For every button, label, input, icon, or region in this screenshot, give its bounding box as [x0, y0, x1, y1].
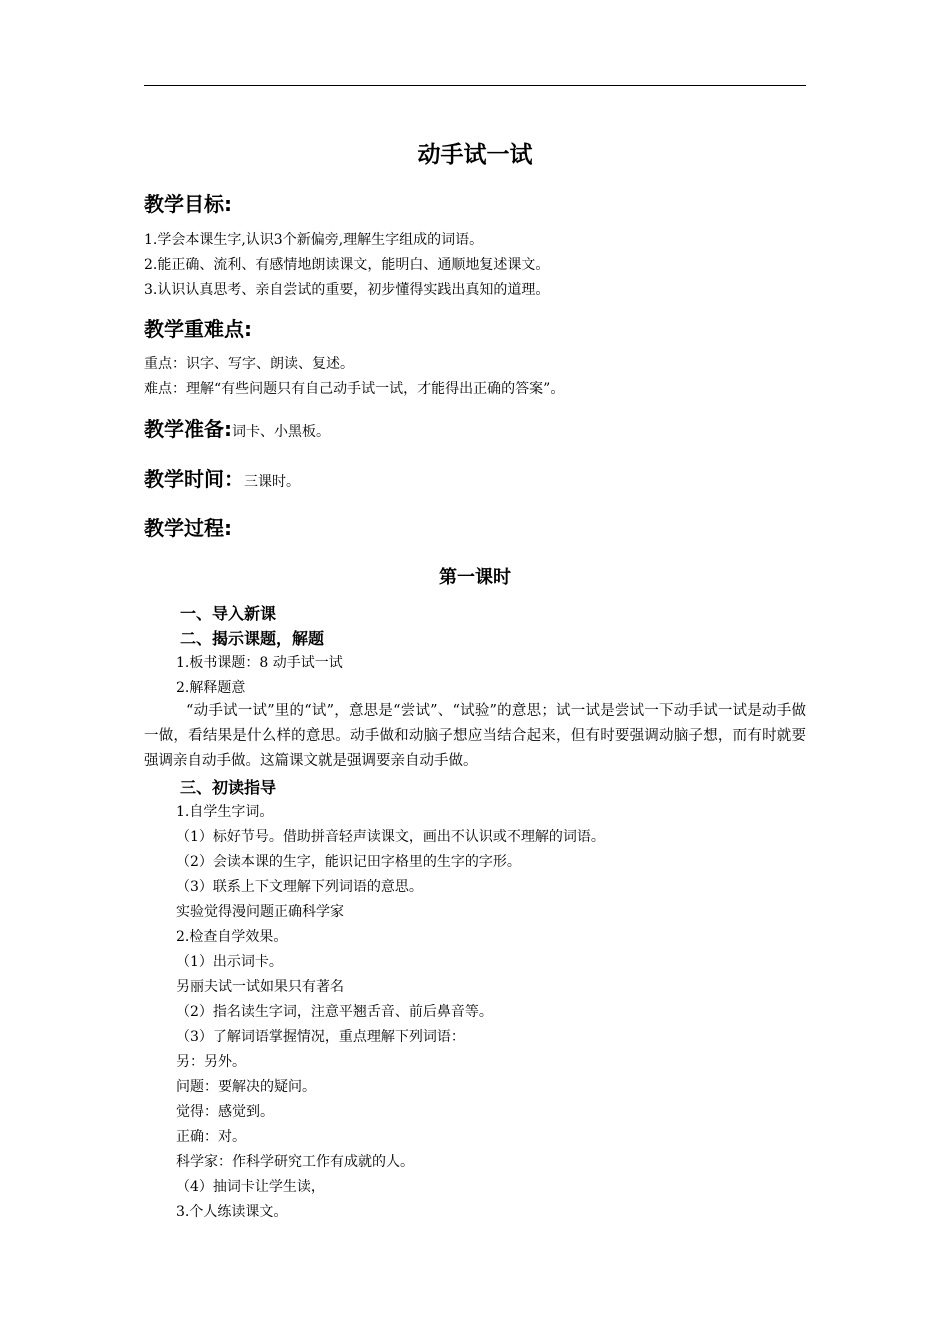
objectives-heading: 教学目标:	[144, 192, 232, 216]
preparation-line	[144, 413, 330, 442]
section-3-item: （2）会读本课的生字，能识记田字格里的生字的字形。	[176, 854, 521, 870]
section-2-item-2: 2.解释题意	[176, 680, 246, 696]
section-3-item: （2）指名读生字词，注意平翘舌音、前后鼻音等。	[176, 1004, 493, 1020]
time-text: 三课时。	[244, 474, 300, 490]
preparation-heading: 教学准备:	[144, 417, 232, 441]
section-3-item: 科学家：作科学研究工作有成就的人。	[176, 1154, 414, 1170]
section-3-item: 2.检查自学效果。	[176, 929, 288, 945]
section-2-heading: 二、揭示课题，解题	[180, 629, 325, 648]
section-3-item: 另：另外。	[176, 1054, 246, 1070]
section-2-paragraph: “动手试一试”里的“试”，意思是“尝试”、“试验”的意思；试一试是尝试一下动手试一试是动手做一做，看结果是什么样的意思。动手做和动脑子想应当结合起来，但有时要强调动脑子想，而有时就要强调亲自动手做。这篇课文就是强调要亲自动手做。	[144, 703, 806, 769]
header-rule	[144, 85, 806, 86]
objective-item-1: 1.学会本课生字,认识3个新偏旁,理解生字组成的词语。	[144, 232, 484, 248]
key-point-item-1: 重点：识字、写字、朗读、复述。	[144, 356, 354, 372]
section-3-item: （3）了解词语掌握情况，重点理解下列词语：	[176, 1029, 465, 1045]
preparation-text: 词卡、小黑板。	[232, 424, 330, 440]
section-1-heading: 一、导入新课	[180, 604, 277, 623]
key-points-heading: 教学重难点:	[144, 317, 252, 341]
section-3-heading: 三、初读指导	[180, 778, 277, 797]
section-3-item: 另丽夫试一试如果只有著名	[176, 979, 344, 995]
key-point-item-2: 难点：理解“有些问题只有自己动手试一试，才能得出正确的答案”。	[144, 381, 565, 397]
objective-item-3: 3.认识认真思考、亲自尝试的重要，初步懂得实践出真知的道理。	[144, 282, 550, 298]
document-title: 动手试一试	[417, 142, 533, 168]
section-3-item: （4）抽词卡让学生读，	[176, 1179, 325, 1195]
section-3-item: （1）出示词卡。	[176, 954, 283, 970]
section-3-item: （3）联系上下文理解下列词语的意思。	[176, 879, 423, 895]
section-3-item: 3.个人练读课文。	[176, 1204, 288, 1220]
section-3-item: 实验觉得漫问题正确科学家	[176, 904, 344, 920]
section-3-item: 问题：要解决的疑问。	[176, 1079, 316, 1095]
section-3-item: 觉得：感觉到。	[176, 1104, 274, 1120]
time-heading: 教学时间：	[144, 467, 244, 491]
section-3-item: 正确：对。	[176, 1129, 246, 1145]
section-3-item: （1）标好节号。借助拼音轻声读课文，画出不认识或不理解的词语。	[176, 829, 605, 845]
section-2-item-1: 1.板书课题：8 动手试一试	[176, 655, 343, 671]
section-3-item: 1.自学生字词。	[176, 804, 274, 820]
process-heading: 教学过程:	[144, 516, 232, 540]
time-line	[144, 463, 300, 492]
objective-item-2: 2.能正确、流利、有感情地朗读课文，能明白、通顺地复述课文。	[144, 257, 550, 273]
lesson-1-title: 第一课时	[439, 567, 511, 588]
